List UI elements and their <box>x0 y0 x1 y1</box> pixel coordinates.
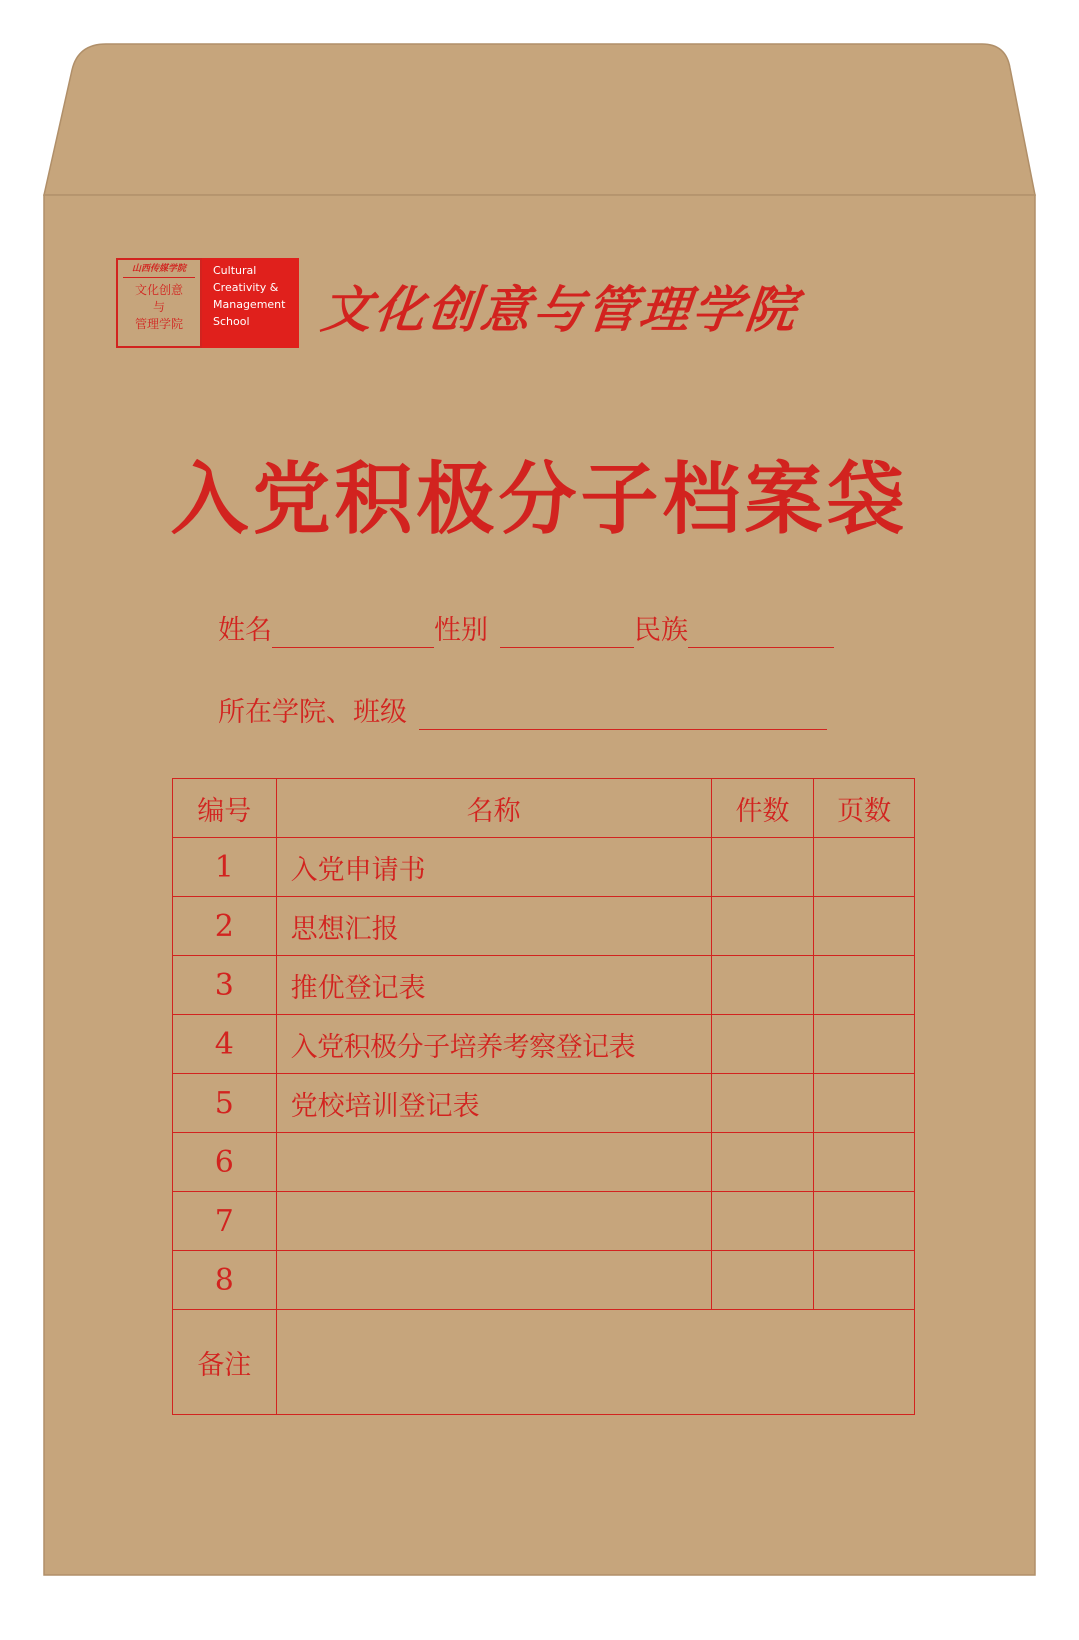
row-pieces-cell[interactable] <box>711 956 814 1015</box>
row-pages-cell[interactable] <box>814 1251 915 1310</box>
name-label: 姓名 <box>218 615 272 646</box>
school-name-calligraphy: 文化创意与管理学院 <box>318 280 802 339</box>
logo-en-line: Management <box>213 298 286 311</box>
remark-field[interactable] <box>276 1310 914 1415</box>
college-class-row <box>218 696 827 730</box>
header-number: 编号 <box>173 779 277 838</box>
row-document-name[interactable] <box>276 1192 711 1251</box>
row-pieces-cell[interactable] <box>711 1074 814 1133</box>
logo-cn-line: 文化创意 <box>134 283 183 297</box>
page-title: 入党积极分子档案袋 <box>170 454 909 545</box>
row-pages-cell[interactable] <box>814 956 915 1015</box>
row-pieces-cell[interactable] <box>711 1192 814 1251</box>
row-pieces-cell[interactable] <box>711 1133 814 1192</box>
remark-row <box>173 1310 915 1415</box>
documents-table <box>172 778 915 1415</box>
logo-divider <box>123 277 195 278</box>
row-document-name[interactable] <box>276 1251 711 1310</box>
table-row <box>173 1074 915 1133</box>
logo-cn-line: 管理学院 <box>134 317 183 331</box>
table-header-row <box>173 779 915 838</box>
college-class-label: 所在学院、班级 <box>218 697 407 728</box>
row-pieces-cell[interactable] <box>711 897 814 956</box>
row-number: 4 <box>173 1015 277 1074</box>
row-number: 5 <box>173 1074 277 1133</box>
row-pages-cell[interactable] <box>814 1133 915 1192</box>
row-document-name[interactable] <box>276 1133 711 1192</box>
row-pieces-cell[interactable] <box>711 1015 814 1074</box>
gender-field[interactable] <box>500 617 634 648</box>
school-logo <box>116 258 299 352</box>
logo-cn-block <box>116 258 202 348</box>
row-number: 8 <box>173 1251 277 1310</box>
table-row <box>173 1015 915 1074</box>
logo-cn-line: 与 <box>152 300 165 314</box>
row-number: 6 <box>173 1133 277 1192</box>
name-field[interactable] <box>272 617 434 648</box>
row-pieces-cell[interactable] <box>711 838 814 897</box>
table-row <box>173 1133 915 1192</box>
row-pages-cell[interactable] <box>814 897 915 956</box>
row-pages-cell[interactable] <box>814 838 915 897</box>
table-row <box>173 838 915 897</box>
logo-en-block <box>202 258 299 348</box>
logo-en-line: Creativity & <box>213 281 279 294</box>
table-row <box>173 1192 915 1251</box>
row-document-name: 入党积极分子培养考察登记表 <box>276 1015 711 1074</box>
row-number: 1 <box>173 838 277 897</box>
ethnicity-label: 民族 <box>634 615 688 646</box>
table-row <box>173 897 915 956</box>
header-name: 名称 <box>276 779 711 838</box>
logo-en-line: School <box>213 315 250 328</box>
gender-label: 性别 <box>434 615 488 646</box>
logo-en-line: Cultural <box>213 264 257 277</box>
row-pages-cell[interactable] <box>814 1074 915 1133</box>
header-pages: 页数 <box>814 779 915 838</box>
table-row <box>173 956 915 1015</box>
remark-label: 备注 <box>173 1310 277 1415</box>
row-pages-cell[interactable] <box>814 1015 915 1074</box>
row-document-name: 党校培训登记表 <box>276 1074 711 1133</box>
personal-info-row <box>218 614 834 648</box>
row-document-name: 思想汇报 <box>276 897 711 956</box>
row-document-name: 入党申请书 <box>276 838 711 897</box>
row-number: 7 <box>173 1192 277 1251</box>
row-pieces-cell[interactable] <box>711 1251 814 1310</box>
college-class-field[interactable] <box>419 699 827 730</box>
row-number: 2 <box>173 897 277 956</box>
logo-university-name: 山西传媒学院 <box>131 264 186 274</box>
row-document-name: 推优登记表 <box>276 956 711 1015</box>
header-pieces: 件数 <box>711 779 814 838</box>
row-number: 3 <box>173 956 277 1015</box>
table-row <box>173 1251 915 1310</box>
row-pages-cell[interactable] <box>814 1192 915 1251</box>
ethnicity-field[interactable] <box>688 617 834 648</box>
